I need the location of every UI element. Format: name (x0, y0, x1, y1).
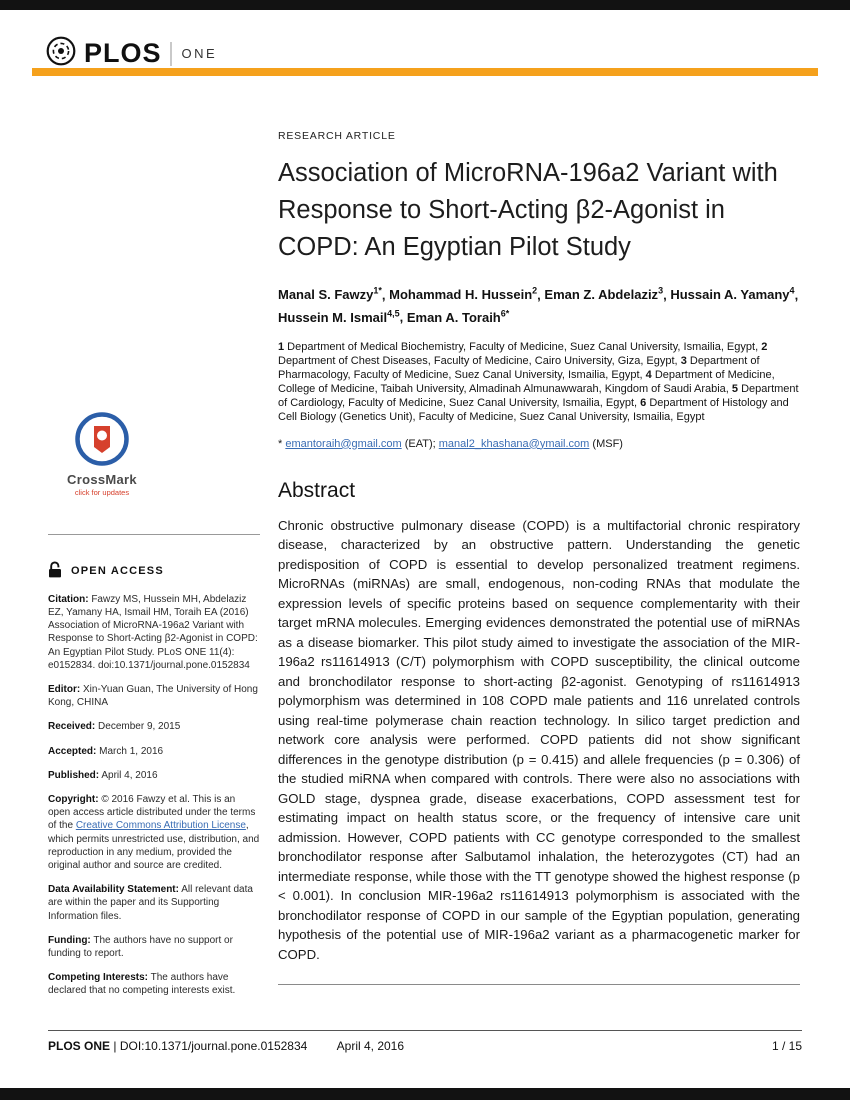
author: Eman A. Toraih$^{6*}$ (406, 308, 510, 325)
correspondence-tag-2: (MSF) (592, 437, 623, 450)
plos-logo (46, 36, 217, 71)
page-footer (48, 1039, 802, 1053)
correspondence (278, 437, 800, 451)
affiliation: 2 Department of Chest Diseases, Faculty of Medicine, Cairo University, Giza, Egypt, (278, 340, 768, 367)
received-block (48, 720, 260, 733)
footer-date: April 4, 2016 (336, 1039, 405, 1053)
copyright-text-post: , which permits unrestricted use, distribution, and reproduction in any medium, provided the original author and source are credited. (48, 820, 260, 872)
author: Manal S. Fawzy$^{1*}$ (278, 286, 382, 303)
plos-wordmark: PLOS (84, 38, 162, 68)
editor-block (48, 683, 260, 709)
email-link-2[interactable]: manal2_khashana@ymail.com (438, 437, 590, 450)
funding-label: Funding: (48, 934, 91, 946)
copyright-text-pre: © 2016 Fawzy et al. This is an open access article distributed under the terms of the (48, 794, 256, 832)
abstract-heading: Abstract (278, 478, 356, 502)
published-date: April 4, 2016 (101, 769, 158, 781)
footer-journal: PLOS ONE (48, 1039, 111, 1053)
data-availability-label: Data Availability Statement: (48, 884, 179, 896)
received-date: December 9, 2015 (98, 721, 181, 733)
abstract-text: Chronic obstructive pulmonary disease (COPD) is a multifactorial chronic respiratory disease, characterized by an obstructive pattern. Understanding the genetic predisposition of COPD is essential to develop personalized treatment regimens. MicroRNAs (miRNAs) are small, endogenous, non-coding RNAs that modulate the expression levels of specific proteins based on sequence complementarity with their target mRNA molecules. Emerging evidences demonstrated the potential use of miRNAs as a disease biomarker. This pilot study aimed to investigate the association of the MIR-196a2 rs11614913 (C/T) polymorphism with COPD susceptibility, the clinical outcome and bronchodilator response to short-acting β2-agonist. Genotyping of rs11614913 polymorphism was determined in 108 COPD male patients and 116 unrelated controls using real-time polymerase chain reaction technology. In silico target prediction and network core analysis were performed. COPD patients did not show significant differences in the genotype distribution (p = 0.415) and allele frequencies (p = 0.306) of the studied miRNA when compared with controls. There were also no associations with GOLD stage, dyspnea grade, disease exacerbations, COPD assessment test for estimating impact on health status score, or the frequency of intensive care unit admission. However, COPD patients with CC genotype corresponded to the smallest bronchodilator response after Salbutamol inhalation, the heterozygotes (CT) had an intermediate response, while those with the TT genotype showed the highest response (p < 0.001). In conclusion MIR-196a2 rs11614913 polymorphism is associated with the bronchodilator response of COPD in our sample of the Egyptian population, generating hypothesis of the potential use of MIR-196a2 variant as a pharmacogenetic marker for COPD. (278, 517, 800, 962)
logo-divider (170, 42, 172, 66)
editor-text: Xin-Yuan Guan, The University of Hong Kong, CHINA (48, 684, 258, 709)
funding-text: The authors have no support or funding to report. (48, 934, 233, 960)
footer-page-number: 1 / 15 (771, 1039, 802, 1053)
sidebar-divider (48, 534, 260, 535)
affiliation: 5 Department of Cardiology, Faculty of Medicine, Suez Canal University, Ismailia, Egypt, (278, 382, 799, 409)
open-access-row (48, 561, 260, 582)
competing-interests-block (48, 971, 260, 997)
copyright-block (48, 793, 260, 872)
open-lock-icon (48, 561, 62, 582)
published-block (48, 769, 260, 782)
editor-label: Editor: (48, 684, 81, 696)
copyright-label: Copyright: (48, 794, 99, 806)
citation-text: Fawzy MS, Hussein MH, Abdelaziz EZ, Yamany HA, Ismail HM, Toraih EA (2016) Association of MicroRNA-196a2 Variant with Response to Short-Acting β2-Agonist in COPD: An Egyptian Pilot Study. PLoS ONE 11(4): e0152834. doi:10.1371/journal.pone.0152834 (48, 593, 258, 671)
published-label: Published: (48, 769, 100, 781)
article-type-kicker: RESEARCH ARTICLE (278, 130, 396, 142)
accepted-label: Accepted: (48, 745, 97, 757)
competing-interests-text: The authors have declared that no competing interests exist. (48, 972, 236, 997)
received-label: Received: (48, 721, 96, 733)
funding-block (48, 934, 260, 960)
bottom-black-bar (0, 1088, 850, 1100)
author: Eman Z. Abdelaziz$^3$ (544, 286, 664, 303)
accepted-block (48, 745, 260, 758)
footer-citation (48, 1039, 404, 1053)
affiliation: 3 Department of Pharmacology, Faculty of Medicine, Suez Canal University, Ismailia, Egypt, (278, 354, 760, 381)
crossmark-badge[interactable] (54, 412, 150, 500)
competing-interests-label: Competing Interests: (48, 972, 149, 984)
author: Hussein M. Ismail$^{4,5}$ (278, 308, 400, 325)
email-link-1[interactable]: emantoraih@gmail.com (285, 437, 402, 450)
correspondence-star: * (278, 437, 283, 450)
author: Hussain A. Yamany$^4$ (670, 286, 795, 303)
footer-divider: | (113, 1039, 117, 1053)
top-black-bar (0, 0, 850, 10)
header-orange-rule (32, 68, 818, 76)
footer-rule (48, 1030, 802, 1031)
affiliation: 1 Department of Medical Biochemistry, Faculty of Medicine, Suez Canal University, Ismailia, Egypt, (278, 340, 759, 353)
affiliation: 6 Department of Histology and Cell Biology (Genetics Unit), Faculty of Medicine, Suez Canal University, Ismailia, Egypt (278, 396, 789, 423)
article-title: Association of MicroRNA-196a2 Variant with Response to Short-Acting β2-Agonist in COPD: An Egyptian Pilot Study (278, 159, 778, 261)
plos-logo-icon (46, 36, 76, 71)
one-wordmark: ONE (181, 46, 218, 61)
article-main (278, 130, 800, 985)
affiliation: 4 Department of Medicine, College of Medicine, Taibah University, Almadinah Almunawwarah, Kingdom of Saudi Arabia, (278, 368, 775, 395)
accepted-date: March 1, 2016 (99, 745, 164, 757)
crossmark-subtitle: click for updates (74, 488, 130, 498)
cc-license-link[interactable]: Creative Commons Attribution License (75, 820, 246, 832)
author-list: Manal S. Fawzy$^{1*}$, Mohammad H. Hussein$^2$, Eman Z. Abdelaziz$^3$, Hussain A. Yamany$^4$, Hussein M. Ismail$^{4,5}$, Eman A. Toraih$^{6*}$ (278, 286, 799, 325)
crossmark-title: CrossMark (67, 472, 137, 488)
abstract-bottom-rule (278, 984, 800, 985)
citation-block (48, 593, 260, 672)
crossmark-icon (75, 458, 129, 469)
data-availability-block (48, 883, 260, 923)
article-sidebar (48, 412, 260, 998)
citation-label: Citation: (48, 593, 89, 605)
footer-doi: DOI:10.1371/journal.pone.0152834 (119, 1039, 308, 1053)
affiliation-list (278, 340, 800, 424)
correspondence-tag-1: (EAT); (404, 437, 436, 450)
author: Mohammad H. Hussein$^2$ (389, 286, 538, 303)
data-availability-text: All relevant data are within the paper and its Supporting Information files. (48, 884, 253, 922)
open-access-label: OPEN ACCESS (71, 564, 164, 577)
